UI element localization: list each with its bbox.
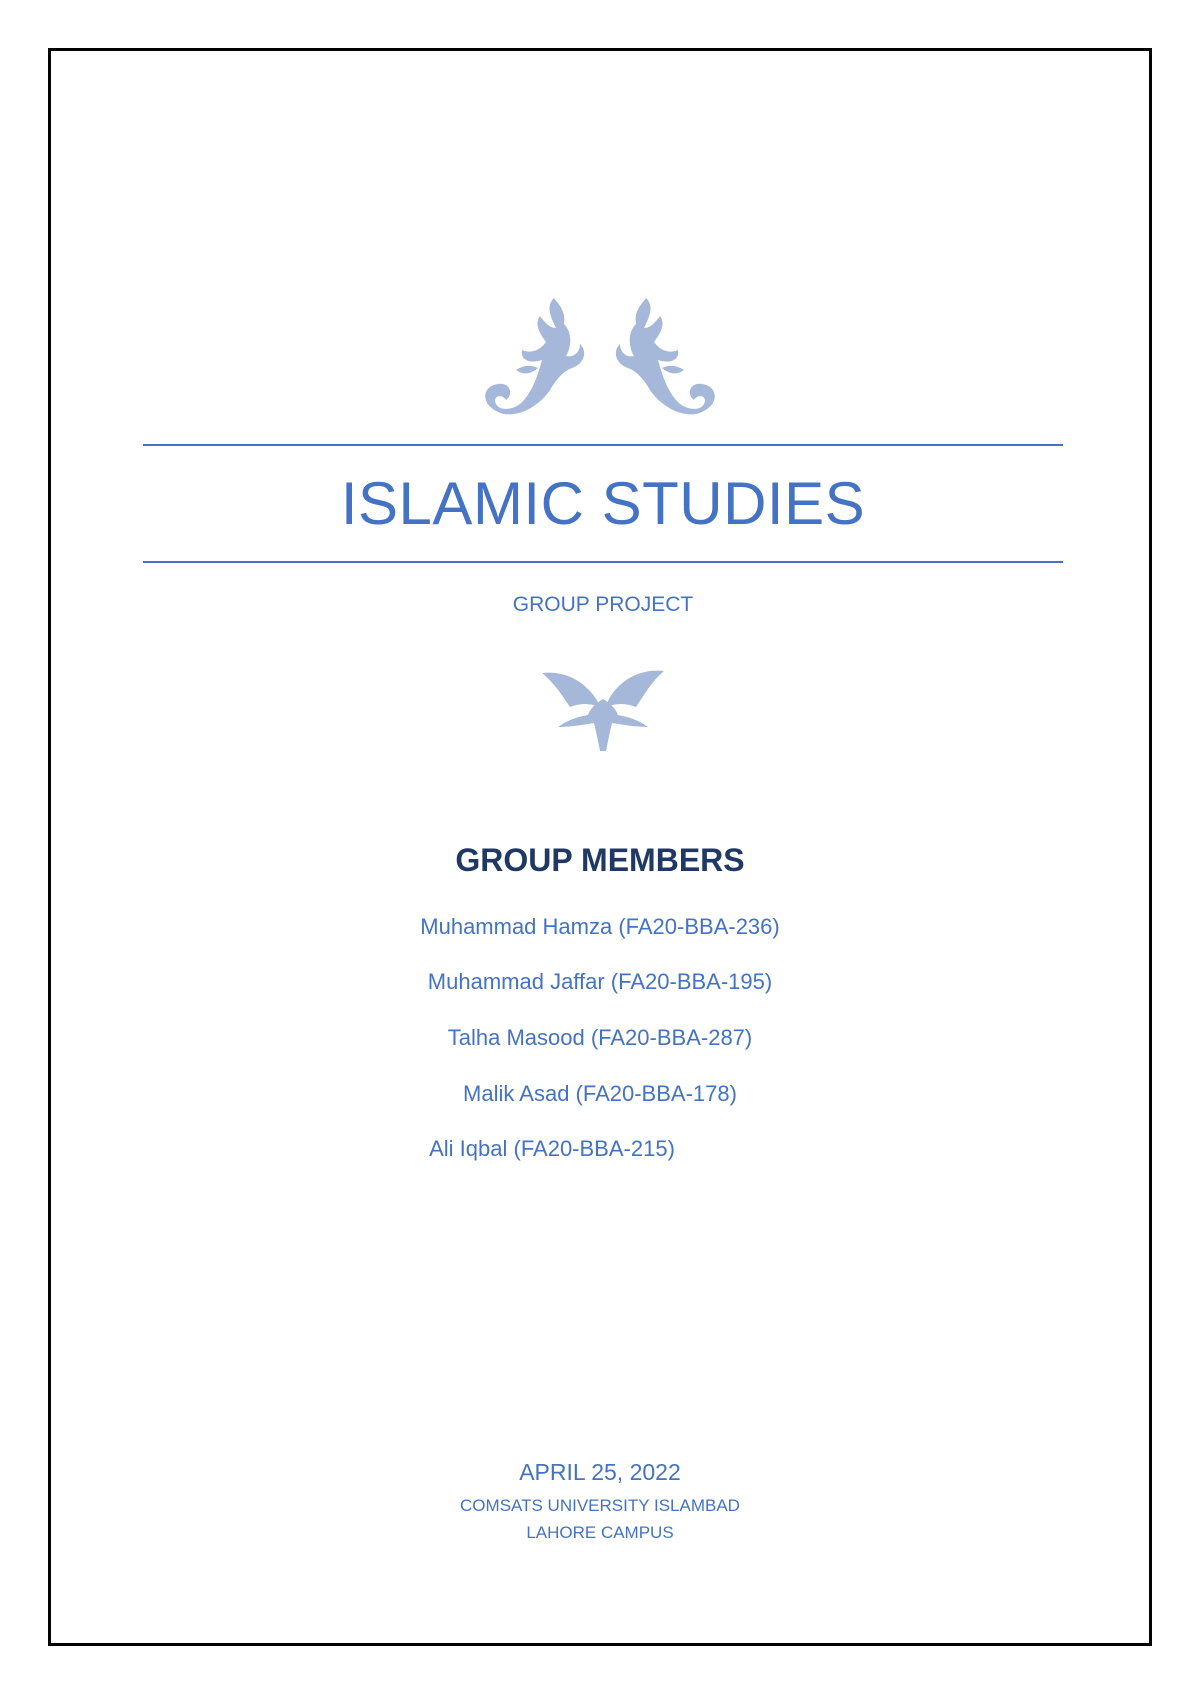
university-name: COMSATS UNIVERSITY ISLAMBAD — [460, 1496, 740, 1515]
floral-flourish-icon — [480, 294, 720, 424]
title-rule-bottom — [143, 561, 1063, 563]
member-item: Muhammad Jaffar (FA20-BBA-195) — [427, 969, 773, 994]
title-rule-top — [143, 444, 1063, 446]
document-subtitle: GROUP PROJECT — [512, 593, 694, 616]
member-item: Talha Masood (FA20-BBA-287) — [447, 1025, 753, 1050]
member-item: Malik Asad (FA20-BBA-178) — [463, 1081, 737, 1106]
leaf-ornament-icon — [540, 663, 666, 751]
group-members-heading: GROUP MEMBERS — [455, 842, 745, 878]
member-item: Muhammad Hamza (FA20-BBA-236) — [420, 914, 780, 939]
document-date: APRIL 25, 2022 — [519, 1459, 681, 1485]
document-title: ISLAMIC STUDIES — [340, 470, 866, 537]
campus-name: LAHORE CAMPUS — [526, 1523, 674, 1542]
member-item: Ali Iqbal (FA20-BBA-215) — [429, 1136, 675, 1161]
